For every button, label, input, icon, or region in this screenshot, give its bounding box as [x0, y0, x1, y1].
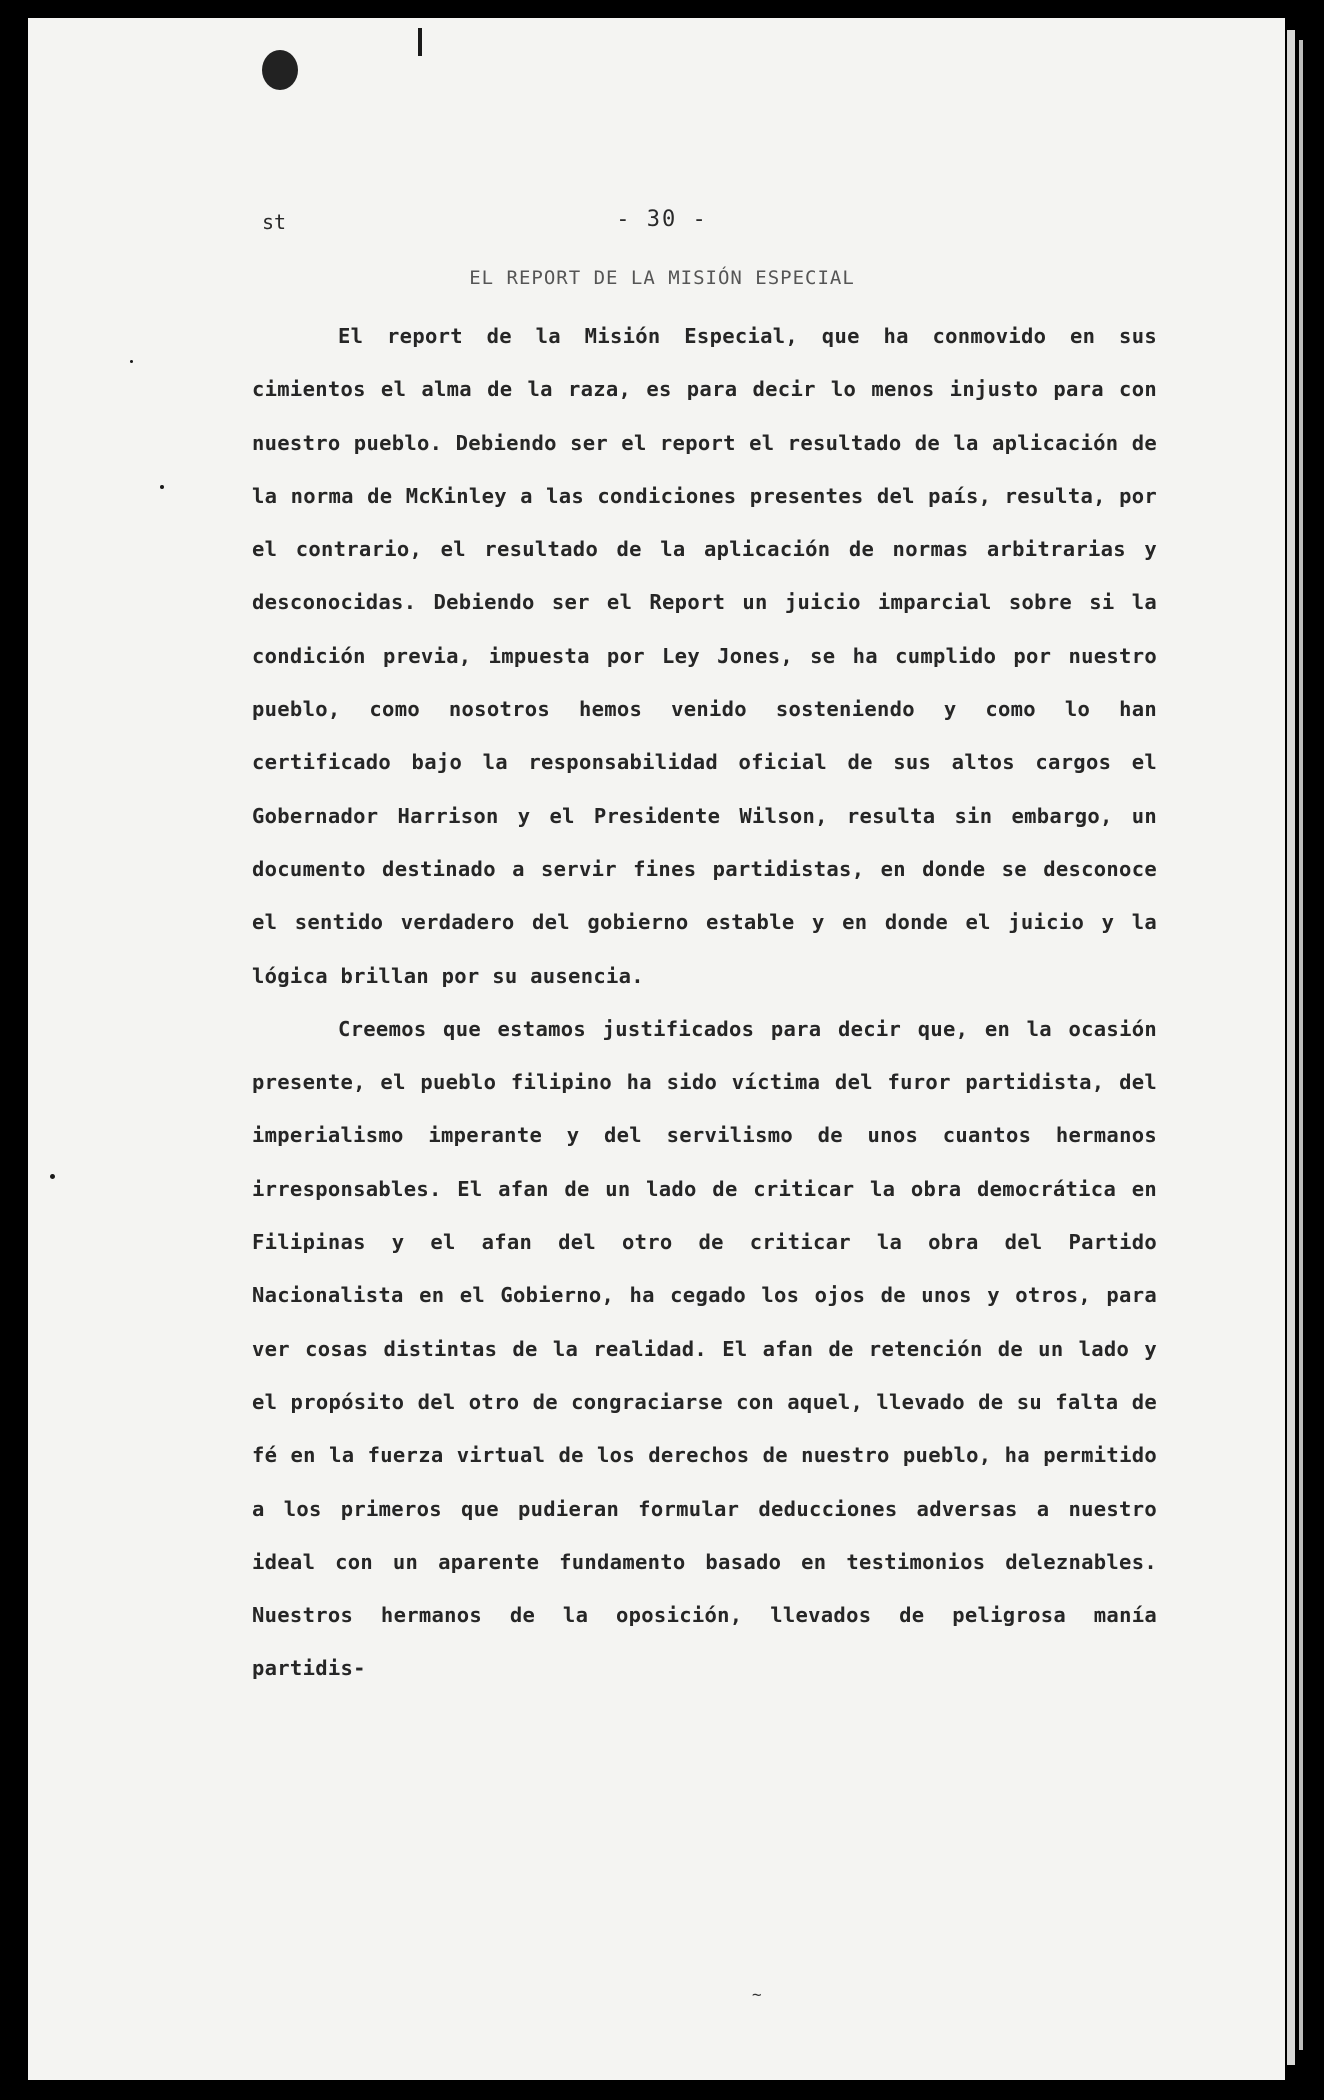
ink-speck: [130, 360, 133, 363]
page-marker: st: [262, 210, 287, 234]
paragraph-1: El report de la Misión Especial, que ha conmovido en sus cimientos el alma de la raza, es para decir lo menos injusto para con nuestro pueblo. Debiendo ser el report el resultado de la aplicación de la norma de McKinley a las condiciones presentes del país, resulta, por el contrario, el resultado de la aplicación de normas arbitrarias y desconocidas. Debiendo ser el Report un juicio imparcial sobre si la condición previa, impuesta por Ley Jones, se ha cumplido por nuestro pueblo, como nosotros hemos venido sosteniendo y como lo han certificado bajo la responsabilidad oficial de sus altos cargos el Gobernador Harrison y el Presidente Wilson, resulta sin embargo, un documento destinado a servir fines partidistas, en donde se desconoce el sentido verdadero del gobierno estable y en donde el juicio y la lógica brillan por su ausencia.: [252, 324, 1157, 988]
body-text: [252, 310, 1157, 1696]
page-edge-shadow: [1299, 40, 1303, 2050]
section-heading: EL REPORT DE LA MISIÓN ESPECIAL: [469, 267, 855, 289]
paragraph-2: Creemos que estamos justificados para decir que, en la ocasión presente, el pueblo filipino ha sido víctima del furor partidista, del imperialismo imperante y del servilismo de unos cuantos hermanos irresponsables. El afan de un lado de criticar la obra democrática en Filipinas y el afan del otro de criticar la obra del Partido Nacionalista en el Gobierno, ha cegado los ojos de unos y otros, para ver cosas distintas de la realidad. El afan de retención de un lado y el propósito del otro de congraciarse con aquel, llevado de su falta de fé en la fuerza virtual de los derechos de nuestro pueblo, ha permitido a los primeros que pudieran formular deducciones adversas a nuestro ideal con un aparente fundamento basado en testimonios deleznables. Nuestros hermanos de la oposición, llevados de peligrosa manía partidis-: [252, 1016, 1157, 1681]
ink-blot: [262, 50, 298, 90]
ink-mark: [418, 28, 422, 56]
page-number: - 30 -: [616, 207, 708, 232]
ink-speck: [160, 485, 164, 489]
ink-speck: [50, 1174, 55, 1179]
footer-mark: ~: [752, 1985, 762, 2004]
page-edge: [1287, 30, 1295, 2065]
